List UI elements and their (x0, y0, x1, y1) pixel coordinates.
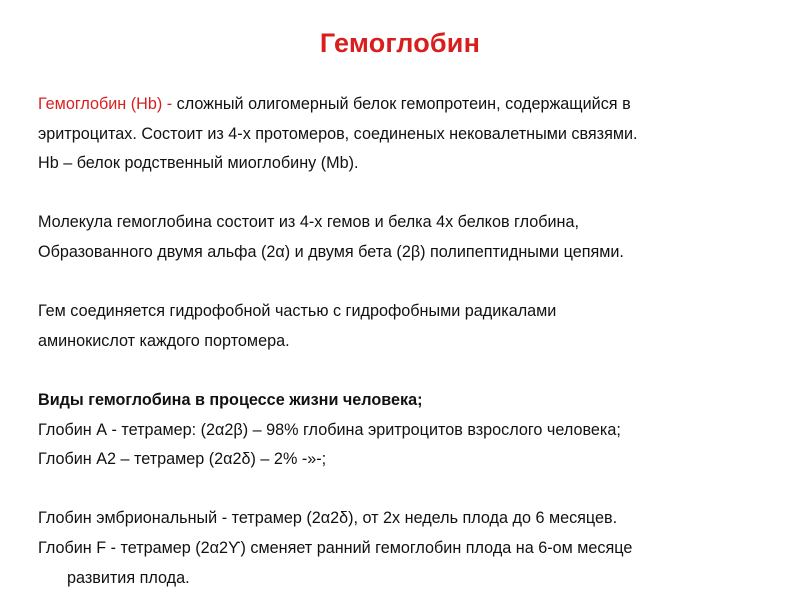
para1-line3: Hb – белок родственный миоглобину (Mb). (38, 154, 359, 173)
spacer (38, 179, 778, 209)
para1-line1 (38, 90, 778, 120)
para2-line2: Образованного двумя альфа (2α) и двумя бета (2β) полипептидными цепями. (38, 242, 624, 261)
hemoglobin-term: Гемоглобин (Hb) - (38, 95, 177, 113)
slide-title: Гемоглобин (319, 28, 481, 58)
globin-f-line: Глобин F - тетрамер (2α2ϒ) сменяет ранний гемоглобин плода на 6-ом месяце (38, 538, 633, 557)
globin-f-continuation: развития плода. (67, 568, 190, 587)
globin-a-line: Глобин А - тетрамер: (2α2β) – 98% глобина эритроцитов взрослого человека; (38, 420, 621, 439)
types-heading: Виды гемоглобина в процессе жизни человека; (38, 390, 423, 409)
para1-line1-text: сложный олигомерный белок гемопротеин, содержащийся в (176, 95, 631, 113)
spacer (38, 356, 778, 386)
globin-embryonic-line: Глобин эмбриональный - тетрамер (2α2δ), от 2х недель плода до 6 месяцев. (38, 509, 618, 528)
para3-line1: Гем соединяется гидрофобной частью с гидрофобными радикалами (38, 302, 557, 321)
para1-line2: эритроцитах. Состоит из 4-х протомеров, соединеных нековалетными связями. (38, 124, 638, 143)
para2-line1: Молекула гемоглобина состоит из 4-х гемов и белка 4х белков глобина, (38, 213, 579, 232)
para3-line2: аминокислот каждого портомера. (38, 331, 290, 350)
spacer (38, 268, 778, 298)
spacer (38, 475, 778, 505)
slide-body (38, 90, 778, 593)
globin-a2-line: Глобин А2 – тетрамер (2α2δ) – 2% -»-; (38, 450, 327, 469)
